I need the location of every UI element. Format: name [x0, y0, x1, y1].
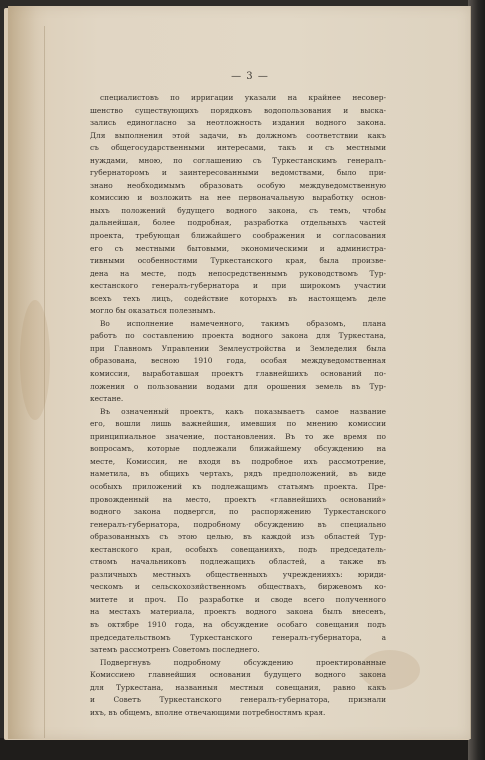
text-line: дена на месте, подъ непосредственнымъ руководствомъ Тур- [90, 268, 386, 278]
text-line: Комиссиею главнейшия основания будущего водного закона [90, 670, 386, 680]
text-line: могло бы оказаться полезнымъ. [90, 306, 216, 316]
text-line: образованныхъ съ этою целью, въ каждой изъ областей Тур- [90, 532, 386, 542]
paragraph [90, 406, 386, 657]
text-line: въ октябре 1910 года, на обсуждение особаго совещания подъ [90, 619, 386, 629]
text-line: затемъ рассмотренъ Советомъ последнего. [90, 645, 260, 655]
text-line: Въ означенный проектъ, какъ показываетъ самое название [100, 406, 386, 416]
text-line: всехъ техъ лицъ, содействие которыхъ въ настоящемъ деле [90, 293, 386, 303]
text-line: комиссия, выработавшая проектъ главнейшихъ оснований по- [90, 369, 386, 379]
text-line: дальнейшая, более подробная, разработка отдельныхъ частей [90, 218, 386, 228]
text-line: на местахъ материала, проектъ водного закона былъ внесенъ, [90, 607, 386, 617]
paper-stain [20, 300, 50, 420]
text-line: Во исполнение намеченного, такимъ образомъ, плана [100, 318, 386, 328]
text-line: председательствомъ Туркестанского генералъ-губернатора, а [90, 632, 386, 642]
text-line: ныхъ положений будущего водного закона, съ темъ, чтобы [90, 205, 386, 215]
text-line: особыхъ приложений къ подлежащимъ статьямъ проекта. Пре- [90, 481, 386, 491]
text-line: комиссию и возложить на нее первоначальную выработку основ- [90, 193, 386, 203]
text-line: генералъ-губернатора, подробному обсуждению въ специально [90, 519, 386, 529]
text-line: митете и проч. По разработке и своде всего полученного [90, 594, 386, 604]
text-line: шенство существующихъ порядковъ водопользования и выска- [90, 105, 386, 115]
text-line: его, вошли лишь важнейшия, имевшия по мнению комиссии [90, 419, 386, 429]
text-line: и Советъ Туркестанского генералъ-губернатора, признали [90, 695, 386, 705]
text-line: месте, Комиссия, не входя въ подробное ихъ рассмотрение, [90, 456, 386, 466]
text-line: губернаторомъ и заинтересованными ведомствами, было при- [90, 168, 386, 178]
page-number: — 3 — [231, 71, 269, 82]
text-line: принципиальное значение, постановления. Въ то же время по [90, 431, 386, 441]
text-line: его съ местными бытовыми, экономическими и администра- [90, 243, 386, 253]
text-line: различныхъ местныхъ общественныхъ учрежденияхъ: юриди- [90, 569, 386, 579]
text-line: при Главномъ Управлении Землеустройства и Земледелия была [90, 343, 386, 353]
text-line: знано необходимымъ образовать особую междуведомственную [90, 180, 386, 190]
text-line: образована, весною 1910 года, особая междуведомственная [90, 356, 386, 366]
text-line: провожденный на место, проектъ «главнейшихъ оснований» [90, 494, 386, 504]
text-line: кестанского генералъ-губернатора и при широкомъ участии [90, 281, 386, 291]
text-line: водного закона подвергся, по распоряжению Туркестанского [90, 507, 386, 517]
text-line: Подвергнувъ подробному обсуждению проектированные [100, 657, 386, 667]
text-line: специалистовъ по ирригации указали на крайнее несовер- [100, 93, 386, 102]
text-line: зались единогласно за неотложность издания водного закона. [90, 118, 386, 128]
text-line: наметила, въ общихъ чертахъ, рядъ предположений, въ виде [90, 469, 386, 479]
text-line: Для выполнения этой задачи, въ должномъ соответствии какъ [90, 130, 386, 140]
body-text [90, 92, 386, 719]
text-line: для Туркестана, названныя местныя совещания, равно какъ [90, 682, 386, 692]
paragraph [90, 318, 386, 406]
text-line: кестане. [90, 394, 124, 404]
text-line: нуждами, мною, по соглашению съ Туркестанскимъ генералъ- [90, 155, 386, 165]
text-line: ствомъ начальниковъ подлежащихъ областей, а также въ [90, 557, 386, 567]
text-line: кестанского края, особыхъ совещанияхъ, подъ председатель- [90, 544, 386, 554]
scanner-backdrop [0, 738, 485, 760]
text-line: ихъ, въ общемъ, вполне отвечающими потребностямъ края. [90, 707, 326, 717]
text-line: тивными особенностями Туркестанского края, была произве- [90, 256, 386, 266]
text-line: работъ по составлению проекта водного закона для Туркестана, [90, 331, 386, 341]
paragraph [90, 92, 386, 318]
paragraph [90, 657, 386, 720]
text-line: проекта, требующая ближайшего соображения и согласования [90, 231, 386, 241]
text-line: вопросамъ, которые подлежали ближайшему обсуждению на [90, 444, 386, 454]
text-line: ложения о пользовании водами для орошения земель въ Тур- [90, 381, 386, 391]
text-line: съ общегосударственными интересами, такъ и съ местными [90, 143, 386, 153]
text-line: ческомъ и сельскохозяйственномъ обществахъ, биржевомъ ко- [90, 582, 386, 592]
